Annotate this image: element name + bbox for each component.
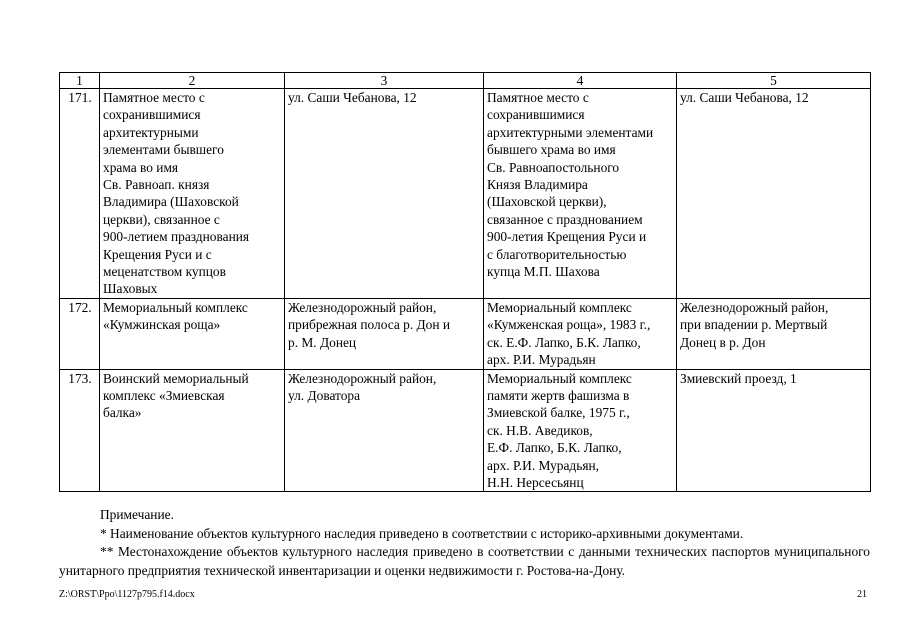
column-header: 4 [484, 73, 677, 89]
object-address-documented: ул. Саши Чебанова, 12 [677, 89, 871, 299]
heritage-objects-table [59, 72, 871, 492]
table-header-row [60, 73, 871, 89]
object-name: Мемориальный комплекс «Кумжинская роща» [100, 298, 285, 369]
table-row [60, 298, 871, 369]
column-header: 1 [60, 73, 100, 89]
note-locations: ** Местонахождение объектов культурного наследия приведено в соответствии с данными технических паспортов муниципального унитарного предприятия технической инвентаризации и оценки недвижимости г. Ростова-на-Дону. [59, 544, 870, 578]
footer-file-path: Z:\ORST\Ppo\1127p795.f14.docx [59, 589, 195, 600]
object-name: Воинский мемориальный комплекс «Змиевская балка» [100, 369, 285, 492]
page-number: 21 [857, 589, 867, 600]
table-row [60, 89, 871, 299]
object-name-documented: Памятное место с сохранившимися архитектурными элементами бывшего храма во имя Св. Равноапостольного Князя Владимира (Шаховской церкви), связанное с празднованием 900-летия Крещения Руси и с благотворительностью купца М.П. Шахова [484, 89, 677, 299]
object-name: Памятное место с сохранившимися архитектурными элементами бывшего храма во имя Св. Равноап. князя Владимира (Шаховской церкви), связанное с 900-летием празднования Крещения Руси и с меценатством купцов Шаховых [100, 89, 285, 299]
table-row [60, 369, 871, 492]
object-name-documented: Мемориальный комплекс памяти жертв фашизма в Змиевской балке, 1975 г., ск. Н.В. Аведиков, Е.Ф. Лапко, Б.К. Лапко, арх. Р.И. Мурадьян, Н.Н. Нерсесьянц [484, 369, 677, 492]
row-number: 173. [60, 369, 100, 492]
object-address-documented: Железнодорожный район, при впадении р. Мертвый Донец в р. Дон [677, 298, 871, 369]
note-names: * Наименование объектов культурного наследия приведено в соответствии с историко-архивными документами. [100, 525, 744, 541]
object-address: ул. Саши Чебанова, 12 [285, 89, 484, 299]
row-number: 172. [60, 298, 100, 369]
notes-section [59, 506, 870, 580]
column-header: 5 [677, 73, 871, 89]
notes-title: Примечание. [100, 507, 174, 522]
object-address-documented: Змиевский проезд, 1 [677, 369, 871, 492]
object-address: Железнодорожный район, прибрежная полоса р. Дон и р. М. Донец [285, 298, 484, 369]
column-header: 2 [100, 73, 285, 89]
object-name-documented: Мемориальный комплекс «Кумженская роща», 1983 г., ск. Е.Ф. Лапко, Б.К. Лапко, арх. Р.И. Мурадьян [484, 298, 677, 369]
object-address: Железнодорожный район, ул. Доватора [285, 369, 484, 492]
column-header: 3 [285, 73, 484, 89]
row-number: 171. [60, 89, 100, 299]
